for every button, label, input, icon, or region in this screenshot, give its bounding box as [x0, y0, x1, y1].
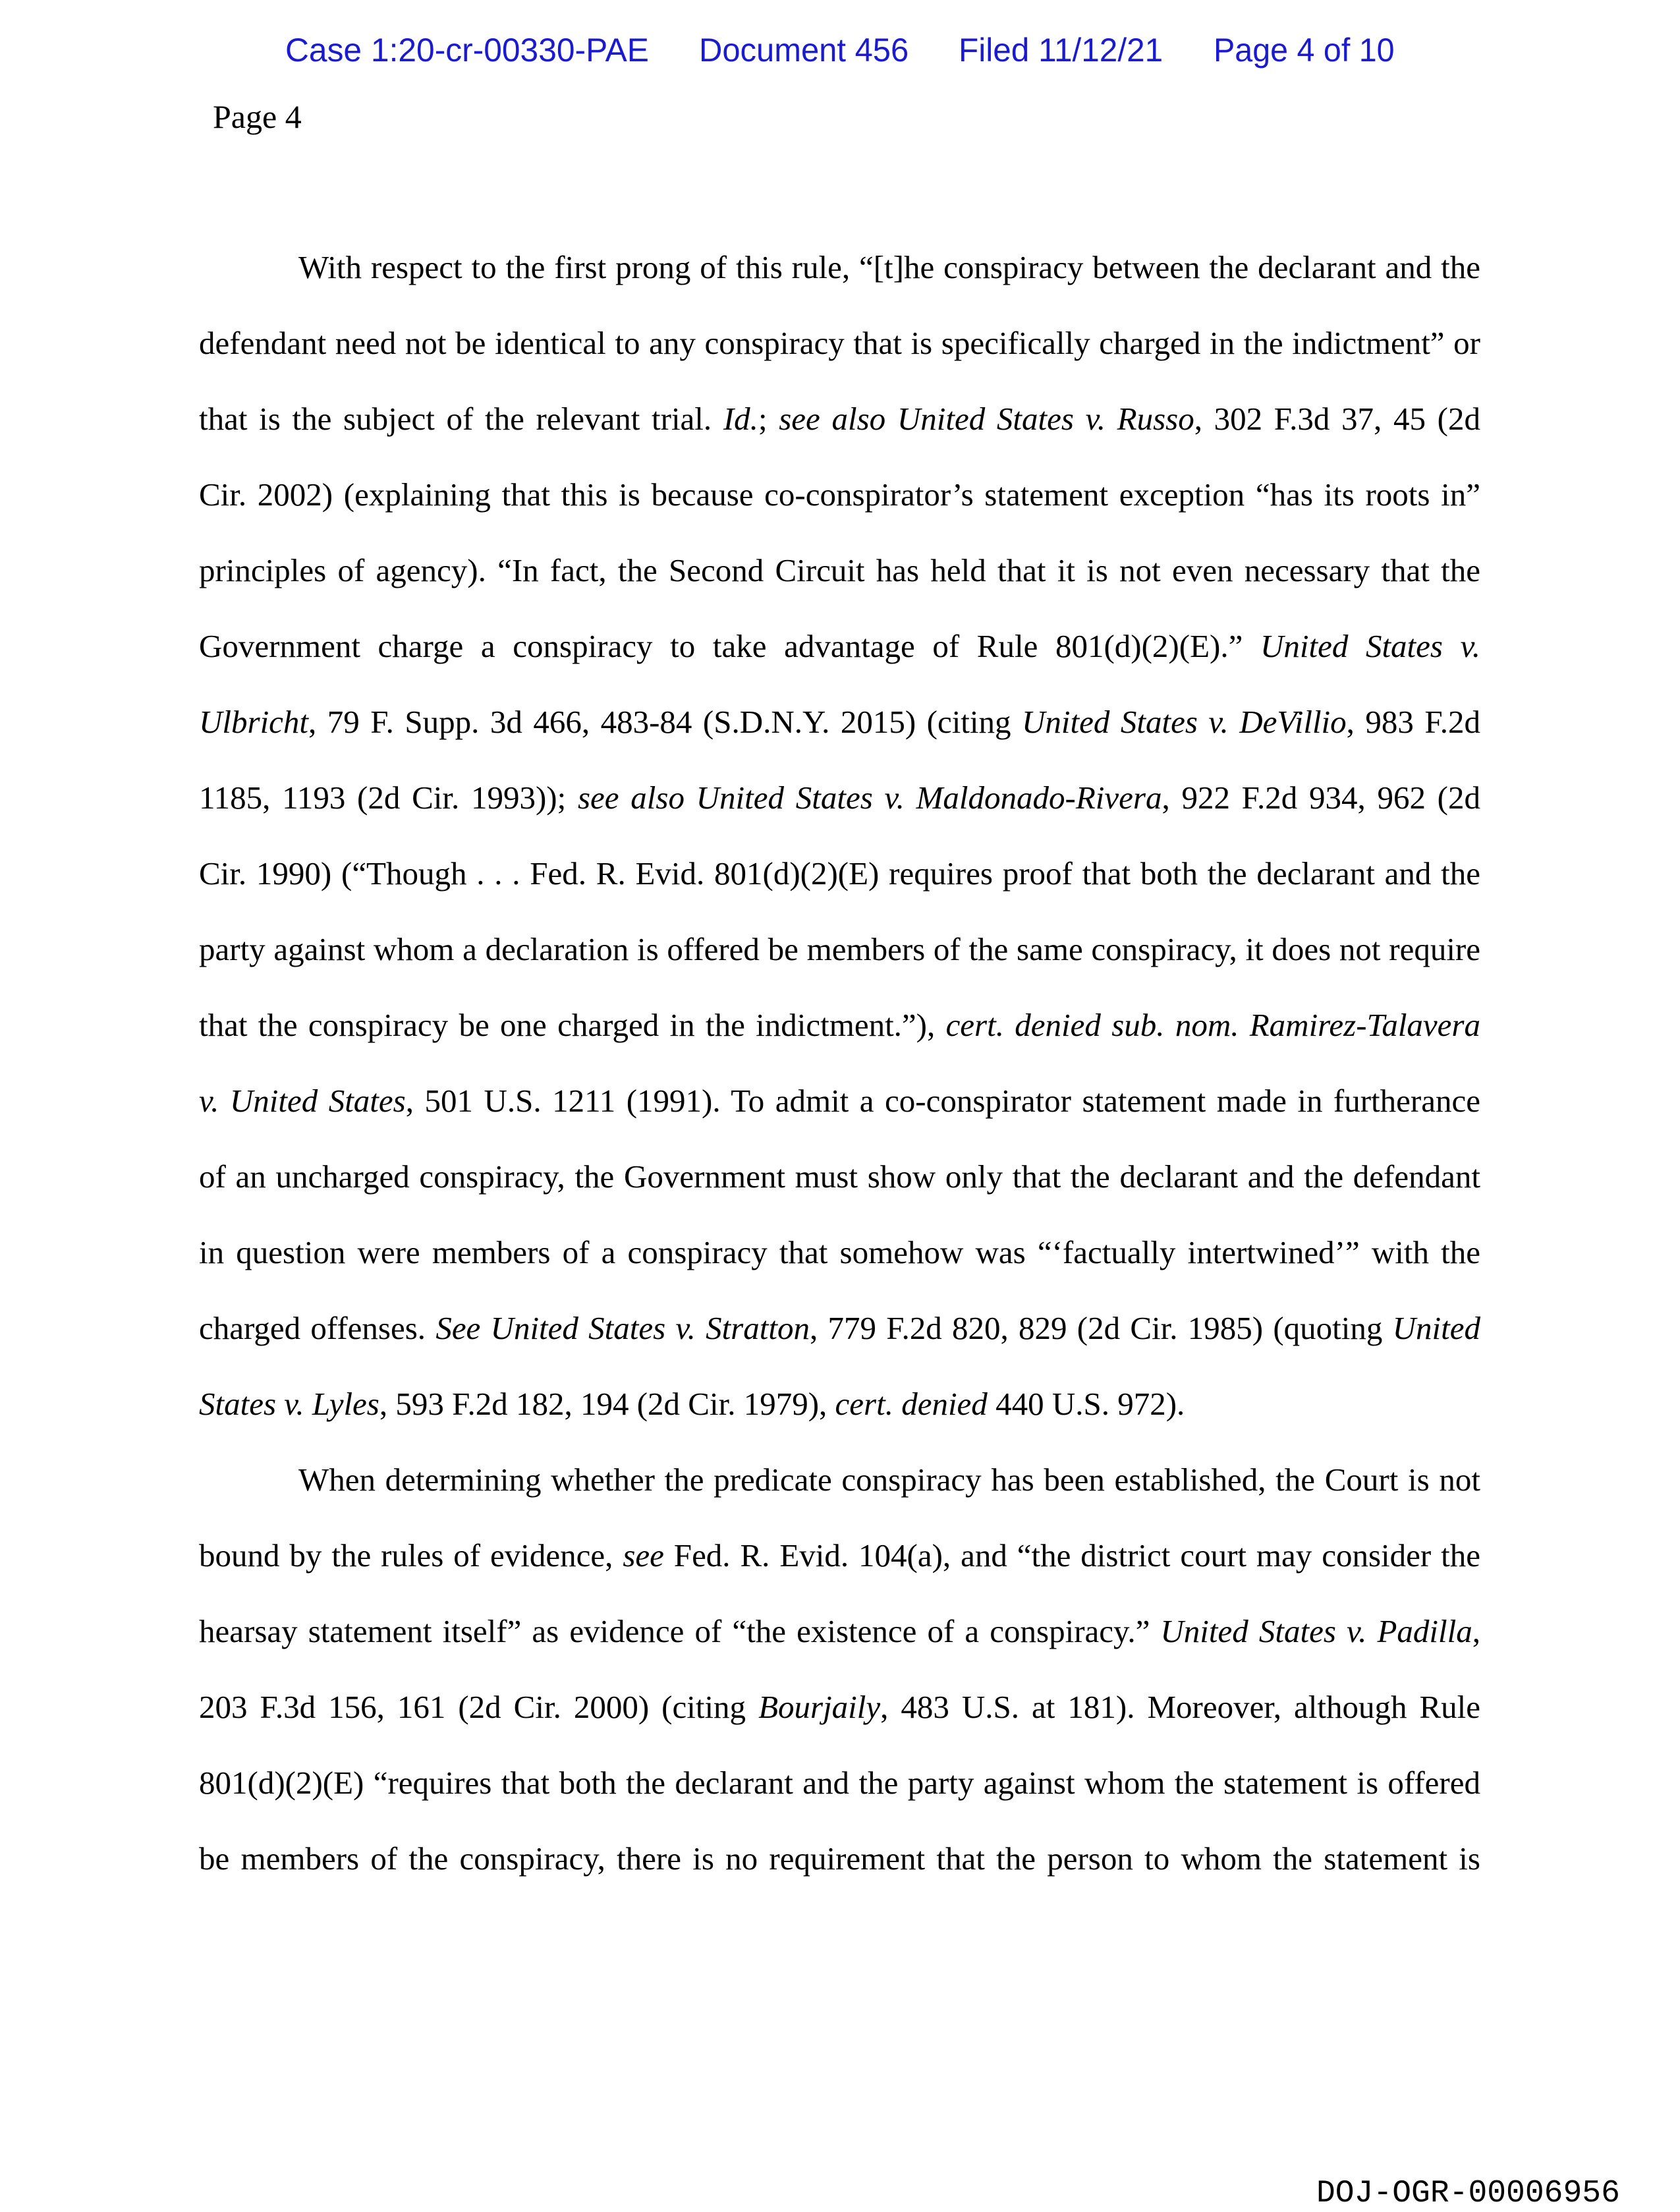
- italic-citation: see also United States v. Maldonado-Rivera: [577, 780, 1162, 816]
- body-line: [199, 532, 1480, 608]
- body-line: [199, 1517, 1480, 1593]
- italic-citation: cert. denied: [835, 1386, 988, 1422]
- italic-citation: United: [1392, 1310, 1480, 1346]
- text-run: ,: [1472, 1613, 1480, 1649]
- text-run: that the conspiracy be one charged in the indictment.”),: [199, 1007, 946, 1043]
- text-run: 203 F.3d 156, 161 (2d Cir. 2000) (citing: [199, 1689, 759, 1725]
- body-line: [199, 1290, 1480, 1366]
- text-run: hearsay statement itself” as evidence of “the existence of a conspiracy.”: [199, 1613, 1161, 1649]
- text-run: Fed. R. Evid. 104(a), and “the district court may consider the: [663, 1537, 1480, 1574]
- text-run: in question were members of a conspiracy that somehow was “‘factually intertwined’” with the: [199, 1234, 1480, 1270]
- body-line: [199, 608, 1480, 684]
- text-run: When determining whether the predicate conspiracy has been established, the Court is not: [298, 1461, 1480, 1498]
- italic-citation: See United States v. Stratton: [435, 1310, 810, 1346]
- italic-citation: United States v. DeVillio: [1022, 704, 1347, 740]
- text-run: , 922 F.2d 934, 962 (2d: [1162, 780, 1480, 816]
- body-line: [199, 1593, 1480, 1669]
- italic-citation: see: [623, 1537, 664, 1574]
- text-run: charged offenses.: [199, 1310, 436, 1346]
- text-run: 440 U.S. 972).: [987, 1386, 1185, 1422]
- text-run: , 302 F.3d 37, 45 (2d: [1194, 401, 1480, 437]
- italic-citation: Bourjaily: [758, 1689, 881, 1725]
- italic-citation: see also United States v. Russo: [779, 401, 1194, 437]
- text-run: , 501 U.S. 1211 (1991). To admit a co-conspirator statement made in furtherance: [405, 1083, 1480, 1119]
- body-line: [199, 1442, 1480, 1517]
- italic-citation: States v. Lyles: [199, 1386, 379, 1422]
- body-line: [199, 1366, 1480, 1442]
- body-line: [199, 836, 1480, 911]
- body-line: [199, 1139, 1480, 1214]
- body-line: [199, 1063, 1480, 1139]
- body-line: [199, 457, 1480, 532]
- body-line: [199, 1214, 1480, 1290]
- ecf-filed-date: Filed 11/12/21: [959, 32, 1163, 69]
- italic-citation: Ulbricht: [199, 704, 309, 740]
- bates-number: DOJ-OGR-00006956: [1316, 2176, 1620, 2211]
- text-run: , 983 F.2d: [1346, 704, 1480, 740]
- body-line: [199, 1821, 1480, 1896]
- text-run: , 779 F.2d 820, 829 (2d Cir. 1985) (quoting: [809, 1310, 1393, 1346]
- body-line: [199, 987, 1480, 1063]
- text-run: of an uncharged conspiracy, the Government must show only that the declarant and the defendant: [199, 1158, 1480, 1195]
- text-run: Government charge a conspiracy to take advantage of Rule 801(d)(2)(E).”: [199, 628, 1260, 664]
- text-run: that is the subject of the relevant trial.: [199, 401, 723, 437]
- body-line: [199, 911, 1480, 987]
- ecf-document-number: Document 456: [699, 32, 909, 69]
- text-run: Cir. 1990) (“Though . . . Fed. R. Evid. 801(d)(2)(E) requires proof that both the declarant and the: [199, 855, 1480, 892]
- body-line: [199, 305, 1480, 381]
- text-run: , 483 U.S. at 181). Moreover, although Rule: [880, 1689, 1481, 1725]
- body-line: [199, 684, 1480, 760]
- body-line: [199, 1745, 1480, 1821]
- text-run: bound by the rules of evidence,: [199, 1537, 623, 1574]
- text-run: ;: [758, 401, 779, 437]
- text-run: 1185, 1193 (2d Cir. 1993));: [199, 780, 578, 816]
- text-run: defendant need not be identical to any conspiracy that is specifically charged in the indictment” or: [199, 325, 1480, 361]
- body-text: [199, 229, 1480, 1896]
- body-line: [199, 381, 1480, 457]
- text-run: Cir. 2002) (explaining that this is because co-conspirator’s statement exception “has its roots in”: [199, 476, 1480, 513]
- text-run: party against whom a declaration is offered be members of the same conspiracy, it does not require: [199, 931, 1480, 967]
- italic-citation: United States v. Padilla: [1160, 1613, 1472, 1649]
- text-run: principles of agency). “In fact, the Second Circuit has held that it is not even necessary that the: [199, 552, 1480, 588]
- text-run: 801(d)(2)(E) “requires that both the declarant and the party against whom the statement is offered: [199, 1765, 1480, 1801]
- text-run: , 79 F. Supp. 3d 466, 483-84 (S.D.N.Y. 2015) (citing: [308, 704, 1022, 740]
- italic-citation: United States v.: [1260, 628, 1480, 664]
- body-line: [199, 1669, 1480, 1745]
- page-label: Page 4: [213, 98, 302, 135]
- body-line: [199, 229, 1480, 305]
- text-run: be members of the conspiracy, there is no requirement that the person to whom the statement is: [199, 1840, 1480, 1877]
- text-run: , 593 F.2d 182, 194 (2d Cir. 1979),: [379, 1386, 835, 1422]
- text-run: With respect to the first prong of this rule, “[t]he conspiracy between the declarant and the: [298, 249, 1480, 285]
- italic-citation: v. United States: [199, 1083, 406, 1119]
- body-line: [199, 760, 1480, 836]
- italic-citation: cert. denied sub. nom. Ramirez-Talavera: [945, 1007, 1480, 1043]
- ecf-case-number: Case 1:20-cr-00330-PAE: [285, 32, 649, 69]
- italic-citation: Id.: [723, 401, 758, 437]
- ecf-page-count: Page 4 of 10: [1214, 32, 1395, 69]
